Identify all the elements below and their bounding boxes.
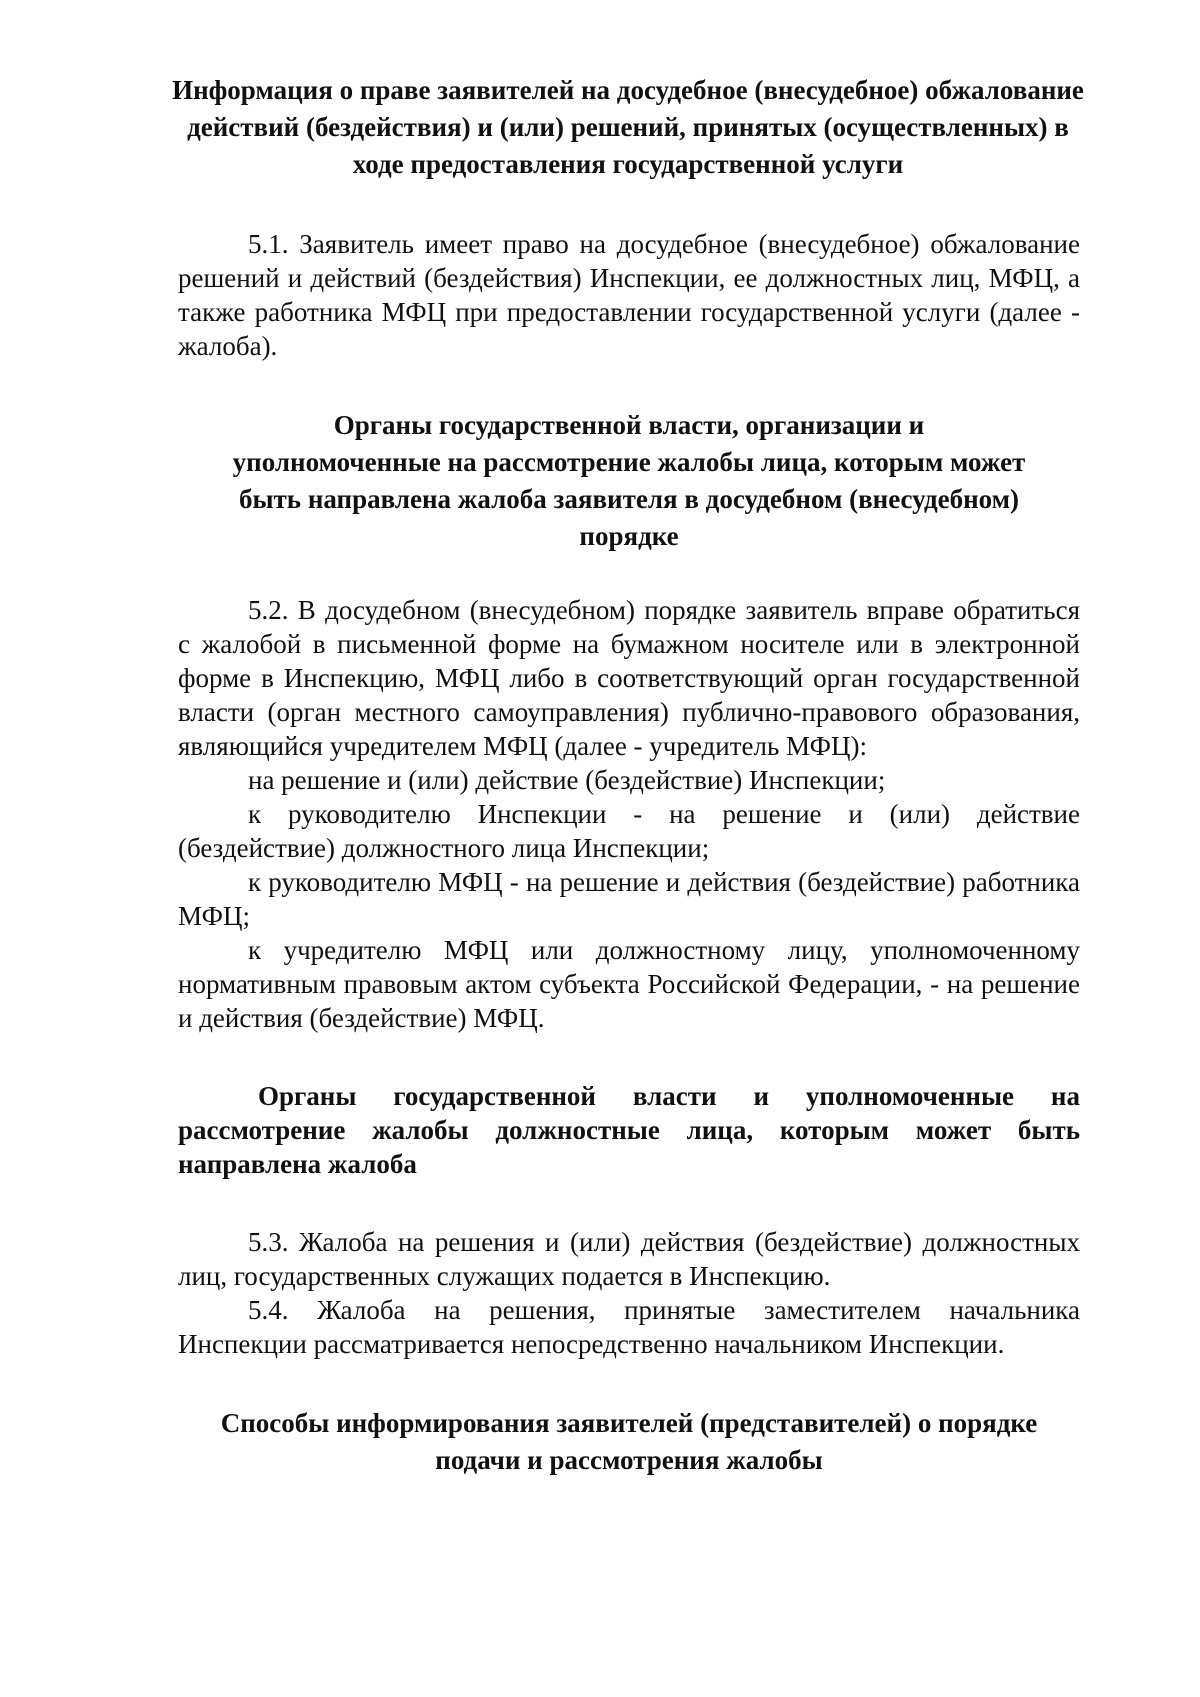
- paragraph-5-2-item-mfc-founder: к учредителю МФЦ или должностному лицу, уполномоченному нормативным правовым актом субъекта Российской Федерации, - на решение и действия (бездействие) МФЦ.: [178, 935, 1080, 1033]
- section-heading-authorized-officials: Органы государственной власти и уполномоченные на рассмотрение жалобы должностные лица, которым может быть направлена жалоба: [178, 1081, 1080, 1179]
- paragraph-5-2: 5.2. В досудебном (внесудебном) порядке заявитель вправе обратиться с жалобой в письменной форме на бумажном носителе или в электронной форме в Инспекцию, МФЦ либо в соответствующий орган государственной власти (орган местного самоуправления) публично-правового образования, являющийся учредителем МФЦ (далее - учредитель МФЦ):: [178, 595, 1080, 761]
- paragraph-5-3: 5.3. Жалоба на решения и (или) действия (бездействие) должностных лиц, государственных служащих подается в Инспекцию.: [178, 1227, 1080, 1291]
- section-heading-appeal-rights: Информация о праве заявителей на досудебное (внесудебное) обжалование действий (бездействия) и (или) решений, принятых (осуществленных) в ходе предоставления государственной услуги: [172, 75, 1084, 179]
- section-heading-authorities-organizations: Органы государственной власти, организации и уполномоченные на рассмотрение жалобы лица, которым может быть направлена жалоба заявителя в досудебном (внесудебном) порядке: [232, 410, 1026, 551]
- section-heading-informing-methods: Способы информирования заявителей (представителей) о порядке подачи и рассмотрения жалобы: [220, 1408, 1038, 1475]
- document-page: [172, 72, 1084, 1479]
- paragraph-5-2-item-inspection-head: к руководителю Инспекции - на решение и (или) действие (бездействие) должностного лица Инспекции;: [178, 799, 1080, 863]
- paragraph-5-2-item-mfc-head: к руководителю МФЦ - на решение и действия (бездействие) работника МФЦ;: [178, 867, 1080, 931]
- paragraph-5-1: 5.1. Заявитель имеет право на досудебное (внесудебное) обжалование решений и действий (бездействия) Инспекции, ее должностных лиц, МФЦ, а также работника МФЦ при предоставлении государственной услуги (далее - жалоба).: [178, 229, 1080, 361]
- paragraph-5-4: 5.4. Жалоба на решения, принятые заместителем начальника Инспекции рассматривается непосредственно начальником Инспекции.: [178, 1295, 1080, 1359]
- paragraph-5-2-item-inspection: на решение и (или) действие (бездействие) Инспекции;: [248, 765, 886, 795]
